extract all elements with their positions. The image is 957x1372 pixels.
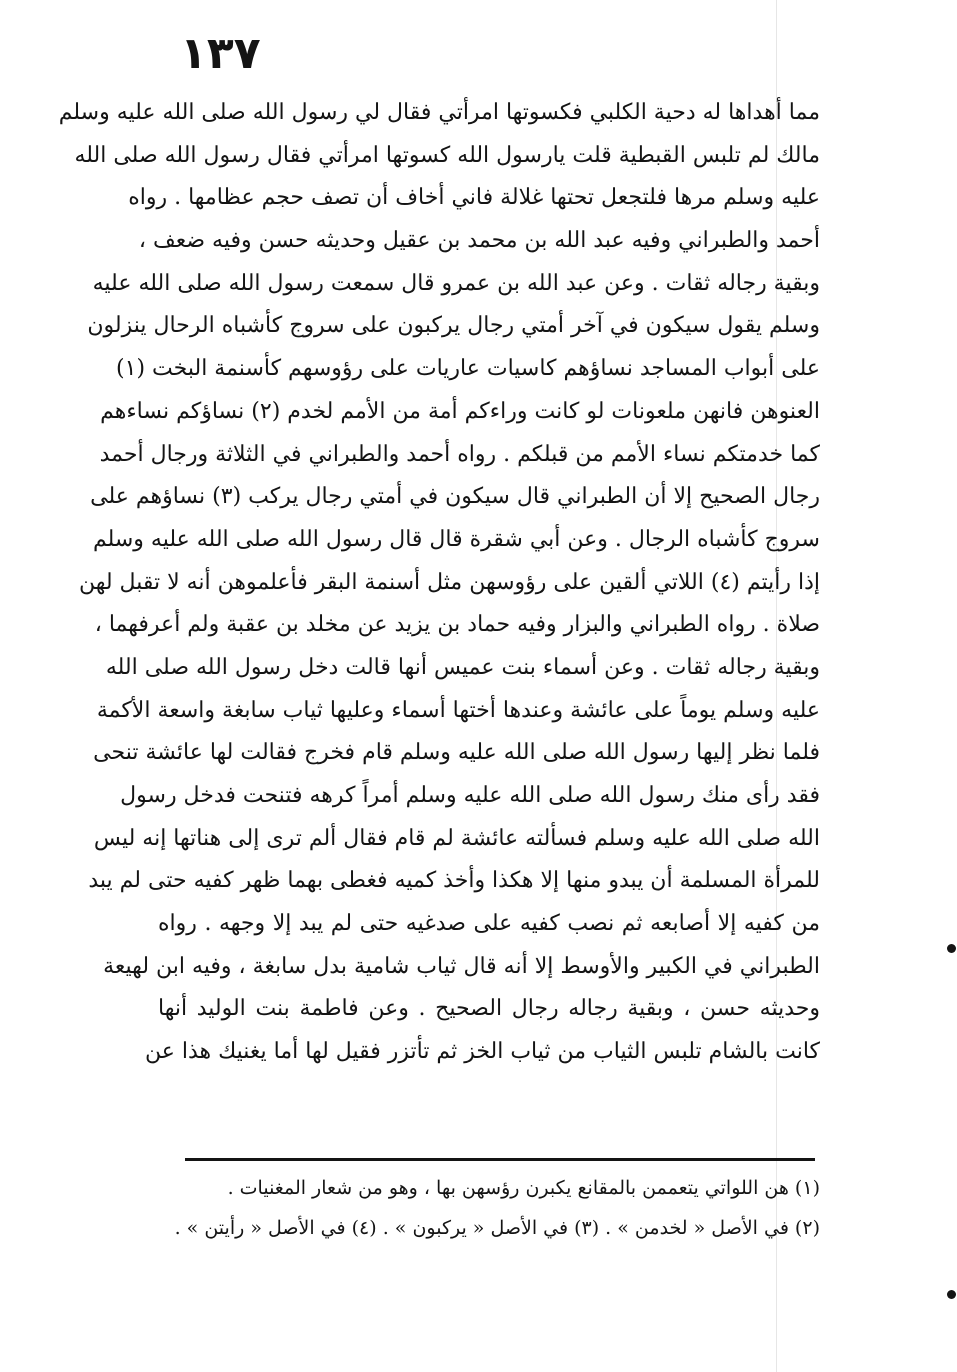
text-line: وسلم يقول سيكون في آخر أمتي رجال يركبون على سروج كأشباه الرحال ينزلون — [87, 313, 820, 339]
footnote: (٢) في الأصل « لخدمن » . (٣) في الأصل « يركبون » . (٤) في الأصل « رأيتن » . — [174, 1217, 820, 1239]
text-line: كانت بالشام تلبس الثياب من ثياب الخز ثم تأتزر فقيل لها أما يغنيك هذا عن — [144, 1039, 820, 1065]
text-line: للمرأة المسلمة أن يبدو منها إلا هكذا وأخذ كميه فغطى بهما ظهر كفيه حتى لم يبد — [88, 868, 820, 894]
text-line: إذا رأيتم (٤) اللاتي ألقين على رؤوسهن مثل أسنمة البقر فأعلموهن أنه لا تقبل لهن — [78, 569, 820, 595]
text-line: العنوهن فانهن ملعونات لو كانت وراءكم أمة من الأمم لخدم (٢) نساؤكم نساءهم — [100, 398, 820, 424]
text-line: الله صلى الله عليه وسلم فسألته عائشة لم قام فقال ألم ترى إلى هناتها إنه ليس — [93, 825, 820, 851]
text-line: فلما نظر إليها رسول الله صلى الله عليه وسلم قام فخرج فقالت لها عائشة تنحى — [93, 740, 820, 766]
footnote-divider — [185, 1158, 815, 1161]
page-number: ١٣٧ — [180, 28, 261, 79]
text-line: عليه وسلم يوماً على عائشة وعندها أختها أسماء وعليها ثياب سابغة واسعة الأكمة — [96, 697, 820, 723]
body-text — [58, 92, 820, 1074]
footnote: (١) هن اللواتي يتعممن بالمقانع يكبرن رؤسهن بها ، وهو من شعار المغنيات . — [227, 1177, 820, 1199]
margin-speck — [947, 944, 956, 953]
text-line: وبقية رجاله ثقات . وعن عبد الله بن عمرو قال سمعت رسول الله صلى الله عليه — [92, 270, 820, 296]
text-line: وبقية رجاله ثقات . وعن أسماء بنت عميس أنها قالت دخل رسول الله صلى الله — [105, 654, 820, 680]
text-line: رجال الصحيح إلا أن الطبراني قال سيكون في أمتي رجال يركب (٣) نساؤهم على — [90, 484, 820, 510]
text-line: مالك لم تلبس القبطية قلت يارسول الله كسوتها امرأتي فقال رسول الله صلى الله — [74, 142, 820, 168]
text-line: من كفيه إلا أصابعه ثم نصب كفيه على صدغيه حتى لم يبد إلا وجهه . رواه — [158, 911, 820, 937]
text-line: الطبراني في الكبير والأوسط إلا أنه قال ثياب شامية بدل سابغة ، وفيه ابن لهيعة — [103, 953, 820, 979]
text-line: صلاة . رواه الطبراني والبزار وفيه حماد بن يزيد عن مخلد بن عقبة ولم أعرفهما ، — [94, 612, 820, 638]
text-line: فقد رأى منك رسول الله صلى الله عليه وسلم أمراً كرهه فتنحت فدخل رسول — [120, 783, 820, 808]
text-line: عليه وسلم مرها فلتجعل تحتها غلالة فاني أخاف أن تصف حجم عظامها . رواه — [128, 185, 820, 211]
text-line: أحمد والطبراني وفيه عبد الله بن محمد بن عقيل وحديثه حسن وفيه ضعف ، — [138, 228, 820, 254]
text-line: على أبواب المساجد نساؤهم كاسيات عاريات على رؤوسهم كأسنمة البخت (١) — [116, 356, 820, 382]
text-line: كما خدمتكم نساء الأمم من قبلكم . رواه أحمد والطبراني في الثلاثة ورجال أحمد — [99, 441, 820, 467]
footnotes — [160, 1168, 820, 1248]
text-line: وحديثه حسن ، وبقية رجاله رجال الصحيح . وعن فاطمة بنت الوليد أنها — [158, 996, 820, 1022]
margin-speck — [947, 1290, 956, 1299]
text-line: مما أهداها له دحية الكلبي فكسوتها امرأتي فقال لي رسول الله صلى الله عليه وسلم — [58, 100, 820, 125]
text-line: سروج كأشباه الرجال . وعن أبي شقرة قال قال رسول الله صلى الله عليه وسلم — [92, 526, 820, 552]
